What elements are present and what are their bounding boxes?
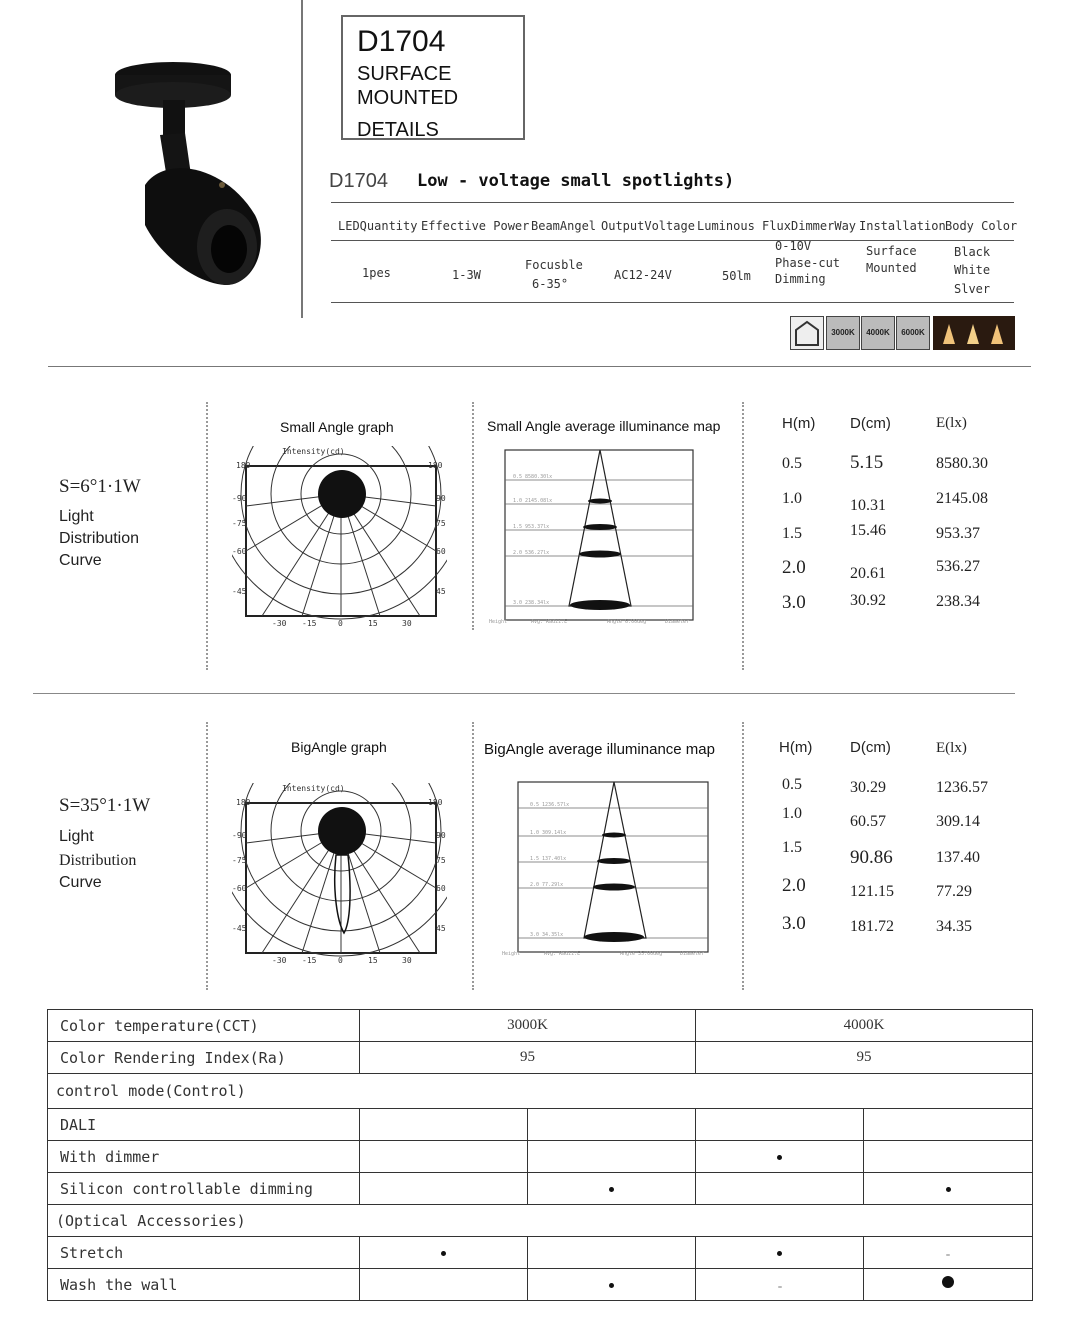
cct-badge: 3000K — [826, 316, 860, 350]
big-col-e: E(lx) — [936, 740, 967, 756]
spec-install-1: Surface — [866, 244, 917, 258]
small-spec: S=6°1·1W — [59, 476, 141, 497]
check-dot — [609, 1187, 614, 1192]
small-h: 2.0 — [782, 557, 806, 578]
big-d: 30.29 — [850, 779, 886, 796]
spec-dimmer-1: 0-10V — [775, 239, 812, 253]
svg-text:Angle 6.00deg: Angle 6.00deg — [607, 619, 647, 625]
svg-text:-15: -15 — [302, 619, 317, 628]
dimmer-label: With dimmer — [48, 1141, 360, 1173]
big-col-d: D(cm) — [850, 739, 891, 756]
svg-text:60: 60 — [436, 547, 446, 556]
svg-text:1.5 953.37lx: 1.5 953.37lx — [513, 524, 550, 530]
svg-text:1.0 2145.08lx: 1.0 2145.08lx — [513, 498, 553, 504]
svg-text:-75: -75 — [232, 519, 247, 528]
svg-text:45: 45 — [436, 924, 446, 933]
table-cell — [360, 1269, 528, 1301]
dotted-divider — [742, 722, 744, 990]
svg-text:-60: -60 — [232, 884, 247, 893]
table-row — [48, 1205, 1033, 1237]
cri-label: Color Rendering Index(Ra) — [48, 1042, 360, 1074]
svg-text:90: 90 — [436, 494, 446, 503]
svg-text:Diameter: Diameter — [665, 619, 690, 625]
big-e: 34.35 — [936, 918, 972, 935]
big-h: 1.0 — [782, 805, 802, 822]
table-cell — [864, 1237, 1033, 1269]
spec-line-bottom — [331, 302, 1014, 303]
table-cell — [696, 1141, 864, 1173]
table-row — [48, 1141, 1033, 1173]
svg-text:75: 75 — [436, 519, 446, 528]
dotted-divider — [742, 402, 744, 670]
svg-text:3.0 238.34lx: 3.0 238.34lx — [513, 600, 550, 606]
table-row — [48, 1109, 1033, 1141]
dotted-divider — [206, 402, 208, 670]
dali-label: DALI — [48, 1109, 360, 1141]
small-label-1: Light — [59, 508, 94, 525]
table-cell — [360, 1173, 528, 1205]
check-dot — [942, 1276, 954, 1288]
svg-text:60: 60 — [436, 884, 446, 893]
table-cell — [864, 1269, 1033, 1301]
big-e: 137.40 — [936, 849, 980, 866]
spec-header: BeamAngel — [531, 219, 597, 233]
small-illuminance-map — [487, 446, 715, 628]
small-col-e: E(lx) — [936, 415, 967, 431]
big-h: 0.5 — [782, 776, 802, 793]
big-e: 1236.57 — [936, 779, 988, 796]
svg-text:-30: -30 — [272, 956, 287, 965]
svg-text:-60: -60 — [232, 547, 247, 556]
svg-text:-30: -30 — [272, 619, 287, 628]
small-d: 5.15 — [850, 452, 884, 473]
svg-text:-75: -75 — [232, 856, 247, 865]
spec-beam-1: Focusble — [525, 258, 583, 272]
small-col-d: D(cm) — [850, 415, 891, 432]
svg-text:90: 90 — [436, 831, 446, 840]
big-col-h: H(m) — [779, 739, 813, 756]
small-e: 8580.30 — [936, 455, 988, 472]
small-col-h: H(m) — [782, 415, 816, 432]
small-map-title: Small Angle average illuminance map — [487, 418, 721, 434]
small-graph-title: Small Angle graph — [280, 419, 394, 435]
cct-value: 3000K — [360, 1010, 696, 1042]
spec-header: Effective Power — [421, 219, 530, 233]
svg-text:Avg. Radii.E: Avg. Radii.E — [531, 619, 568, 625]
table-cell — [360, 1237, 528, 1269]
small-e: 536.27 — [936, 558, 980, 575]
spec-line-mid — [331, 240, 1014, 241]
section-divider-1 — [48, 366, 1031, 367]
svg-text:-45: -45 — [232, 924, 247, 933]
table-cell — [864, 1109, 1033, 1141]
control-label: control mode(Control) — [48, 1074, 1033, 1109]
svg-text:1.5 137.40lx: 1.5 137.40lx — [530, 856, 567, 862]
spec-header: Installation — [859, 219, 946, 233]
control-table — [47, 1009, 1033, 1301]
spec-header: Luminous Flux — [697, 219, 791, 233]
svg-text:180: 180 — [236, 798, 251, 807]
spec-voltage: AC12-24V — [614, 268, 672, 282]
spec-color-3: Slver — [954, 282, 991, 296]
check-dot — [946, 1187, 951, 1192]
spec-color-2: White — [954, 263, 991, 277]
table-cell — [864, 1173, 1033, 1205]
svg-text:180: 180 — [236, 461, 251, 470]
svg-text:30: 30 — [402, 956, 412, 965]
table-cell — [696, 1237, 864, 1269]
svg-text:0.5 1236.57lx: 0.5 1236.57lx — [530, 802, 570, 808]
check-dot — [609, 1283, 614, 1288]
table-row — [48, 1042, 1033, 1074]
product-name: Low - voltage small spotlights) — [417, 171, 735, 191]
table-cell — [360, 1109, 528, 1141]
dotted-divider — [206, 722, 208, 990]
cri-value: 95 — [696, 1042, 1033, 1074]
svg-text:30: 30 — [402, 619, 412, 628]
svg-text:0: 0 — [338, 956, 343, 965]
big-illuminance-map — [500, 778, 728, 960]
spec-power: 1-3W — [452, 268, 481, 282]
big-d: 121.15 — [850, 883, 894, 900]
big-map-title: BigAngle average illuminance map — [484, 741, 715, 758]
title-box — [341, 15, 525, 140]
svg-text:0.5 8580.30lx: 0.5 8580.30lx — [513, 474, 553, 480]
svg-text:1.0 309.14lx: 1.0 309.14lx — [530, 830, 567, 836]
table-cell — [360, 1141, 528, 1173]
big-graph-title: BigAngle graph — [291, 739, 387, 755]
check-dot — [778, 1286, 782, 1288]
big-h: 3.0 — [782, 913, 806, 934]
table-cell — [528, 1237, 696, 1269]
spec-header: LEDQuantity — [338, 219, 418, 233]
spec-line-top — [331, 202, 1014, 203]
check-dot — [777, 1251, 782, 1256]
divider-vertical — [301, 0, 303, 318]
check-dot — [441, 1251, 446, 1256]
table-row — [48, 1237, 1033, 1269]
big-e: 309.14 — [936, 813, 980, 830]
table-row — [48, 1269, 1033, 1301]
optical-label: (Optical Accessories) — [48, 1205, 1033, 1237]
svg-text:Intensity(cd): Intensity(cd) — [282, 447, 345, 456]
big-h: 2.0 — [782, 875, 806, 896]
svg-text:Height: Height — [502, 951, 521, 957]
spec-header: Body Color — [945, 219, 1018, 233]
svg-text:Angle 35.00deg: Angle 35.00deg — [620, 951, 663, 957]
big-d: 90.86 — [850, 847, 893, 868]
table-row — [48, 1010, 1033, 1042]
small-d: 15.46 — [850, 522, 886, 539]
title-code: D1704 — [357, 25, 446, 58]
spec-header: OutputVoltage — [601, 219, 695, 233]
svg-text:-90: -90 — [232, 831, 247, 840]
svg-text:15: 15 — [368, 619, 378, 628]
title-line-1: SURFACE — [357, 63, 452, 85]
table-row — [48, 1173, 1033, 1205]
title-line-2: MOUNTED — [357, 87, 459, 109]
big-spec: S=35°1·1W — [59, 795, 151, 816]
small-h: 1.5 — [782, 525, 802, 542]
svg-text:Height: Height — [489, 619, 508, 625]
silicon-label: Silicon controllable dimming — [48, 1173, 360, 1205]
check-dot — [777, 1155, 782, 1160]
big-h: 1.5 — [782, 839, 802, 856]
product-photo — [105, 55, 275, 295]
small-d: 20.61 — [850, 565, 886, 582]
spec-header: DimmerWay — [791, 219, 857, 233]
svg-text:75: 75 — [436, 856, 446, 865]
product-code: D1704 — [329, 170, 388, 192]
small-label-2: Distribution — [59, 530, 140, 547]
table-cell — [696, 1269, 864, 1301]
small-e: 2145.08 — [936, 490, 988, 507]
check-dot — [946, 1254, 950, 1256]
svg-text:-45: -45 — [232, 587, 247, 596]
svg-text:2.0 536.27lx: 2.0 536.27lx — [513, 550, 550, 556]
svg-text:0: 0 — [338, 619, 343, 628]
svg-text:3.0 34.35lx: 3.0 34.35lx — [530, 932, 564, 938]
small-e: 238.34 — [936, 593, 980, 610]
dotted-divider — [472, 722, 474, 990]
big-label-2: Distribution — [59, 852, 137, 869]
cct-badge: 6000K — [896, 316, 930, 350]
section-divider-2 — [33, 693, 1015, 694]
table-cell — [528, 1173, 696, 1205]
cct-badge: 4000K — [861, 316, 895, 350]
spec-install-2: Mounted — [866, 261, 917, 275]
light-preview-icon — [933, 316, 1015, 350]
table-cell — [696, 1109, 864, 1141]
house-icon — [790, 316, 824, 350]
small-h: 1.0 — [782, 490, 802, 507]
table-cell — [528, 1269, 696, 1301]
svg-text:180: 180 — [428, 798, 443, 807]
svg-text:Intensity(cd): Intensity(cd) — [282, 784, 345, 793]
svg-text:45: 45 — [436, 587, 446, 596]
table-cell — [696, 1173, 864, 1205]
table-cell — [528, 1109, 696, 1141]
big-e: 77.29 — [936, 883, 972, 900]
svg-text:Diameter: Diameter — [680, 951, 705, 957]
title-line-3: DETAILS — [357, 119, 439, 141]
big-d: 181.72 — [850, 918, 894, 935]
table-cell — [528, 1141, 696, 1173]
svg-text:15: 15 — [368, 956, 378, 965]
wash-label: Wash the wall — [48, 1269, 360, 1301]
spec-beam-2: 6-35° — [532, 277, 569, 291]
spec-color-1: Black — [954, 245, 991, 259]
svg-text:-15: -15 — [302, 956, 317, 965]
table-row — [48, 1074, 1033, 1109]
spec-flux: 50lm — [722, 269, 751, 283]
stretch-label: Stretch — [48, 1237, 360, 1269]
small-polar-graph — [232, 446, 447, 631]
big-label-1: Light — [59, 828, 94, 845]
table-cell — [864, 1141, 1033, 1173]
small-label-3: Curve — [59, 552, 102, 569]
spec-dimmer-3: Dimming — [775, 272, 826, 286]
small-h: 3.0 — [782, 592, 806, 613]
spec-quantity: 1pes — [362, 266, 391, 280]
small-d: 30.92 — [850, 592, 886, 609]
cct-value: 4000K — [696, 1010, 1033, 1042]
big-d: 60.57 — [850, 813, 886, 830]
small-e: 953.37 — [936, 525, 980, 542]
small-h: 0.5 — [782, 455, 802, 472]
spec-dimmer-2: Phase-cut — [775, 256, 841, 270]
small-d: 10.31 — [850, 497, 886, 514]
svg-text:Avg. Radii.E: Avg. Radii.E — [544, 951, 581, 957]
cct-label: Color temperature(CCT) — [48, 1010, 360, 1042]
svg-text:2.0 77.29lx: 2.0 77.29lx — [530, 882, 564, 888]
cri-value: 95 — [360, 1042, 696, 1074]
svg-text:180: 180 — [428, 461, 443, 470]
dotted-divider — [472, 402, 474, 630]
big-polar-graph — [232, 783, 447, 968]
svg-text:-90: -90 — [232, 494, 247, 503]
big-label-3: Curve — [59, 874, 102, 891]
